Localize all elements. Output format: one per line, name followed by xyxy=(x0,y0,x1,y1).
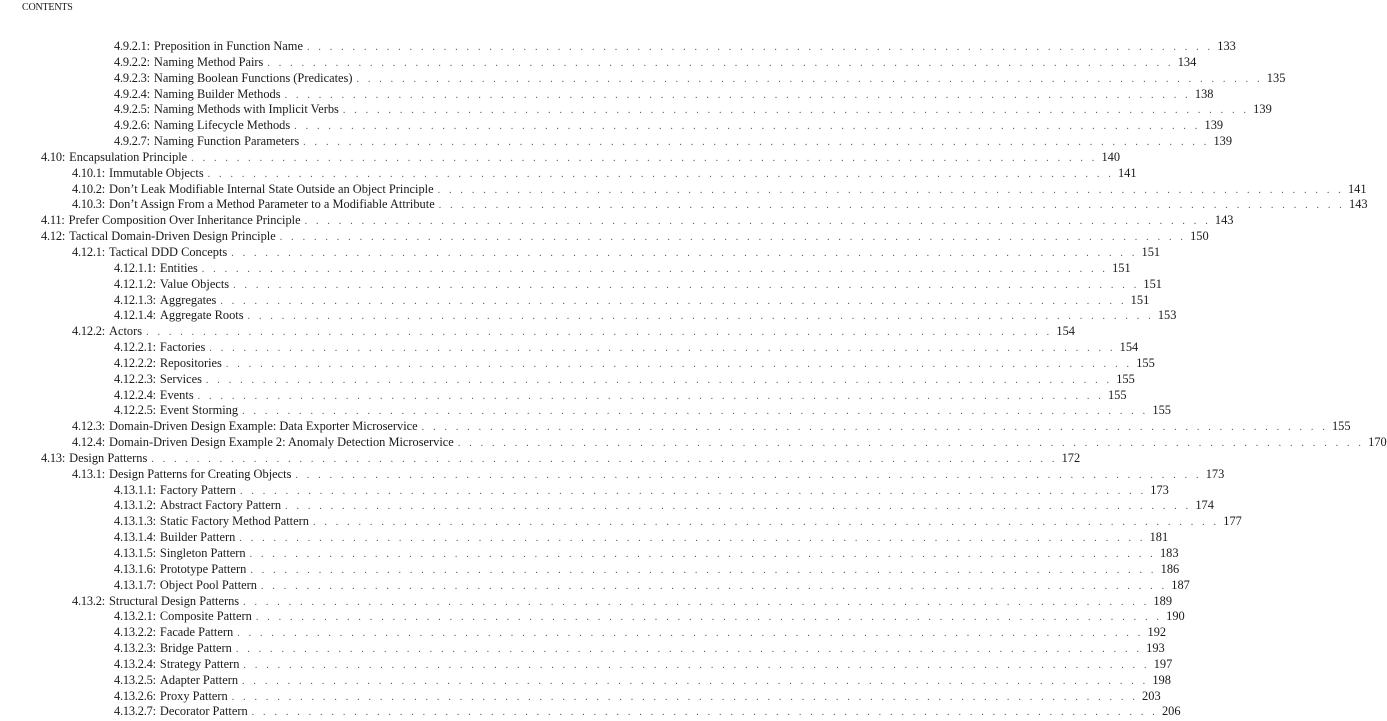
toc-entry[interactable] xyxy=(0,54,1197,71)
toc-entry[interactable] xyxy=(0,213,1234,229)
toc-entry-title[interactable]: Repositories xyxy=(159,355,222,370)
toc-entry-page[interactable]: 186 xyxy=(1160,561,1180,576)
toc-entry-page[interactable]: 193 xyxy=(1146,641,1165,656)
toc-entry[interactable] xyxy=(0,450,1081,467)
toc-entry-title[interactable]: Event Storming xyxy=(159,403,239,418)
toc-entry-title[interactable]: Design Patterns xyxy=(69,450,148,465)
dot-leader: . . . . . . . . . . . . . . . . . . . . . . . . . . . . . . . . . . . . . . . . . . . . . . . . . . . . . . . . . . . . . . . . . . . . . . . . . . . . . . . . xyxy=(235,644,1143,656)
toc-entry-page[interactable]: 139 xyxy=(1213,134,1233,149)
dot-leader: . . . . . . . . . . . . . . . . . . . . . . . . . . . . . . . . . . . . . . . . . . . . . . . . . . . . . . . . . . . . . . . . . . . . . . . . . . . . . . . . xyxy=(225,358,1133,370)
toc-entry-title[interactable]: Naming Boolean Functions (Predicates) xyxy=(153,70,353,85)
dot-leader: . . . . . . . . . . . . . . . . . . . . . . . . . . . . . . . . . . . . . . . . . . . . . . . . . . . . . . . . . . . . . . . . . . . . . . . . . . . . . . . . xyxy=(421,422,1328,434)
toc-entry-number: 4.12.2.2: xyxy=(114,355,156,370)
dot-leader: . . . . . . . . . . . . . . . . . . . . . . . . . . . . . . . . . . . . . . . . . . . . . . . . . . . . . . . . . . . . . . . . . . . . . . . . . . . . . . . . xyxy=(306,42,1214,53)
toc-entry-number: 4.13.1.7: xyxy=(114,577,156,592)
toc-entry-title[interactable]: Aggregates xyxy=(159,292,217,307)
dot-leader: . . . . . . . . . . . . . . . . . . . . . . . . . . . . . . . . . . . . . . . . . . . . . . . . . . . . . . . . . . . . . . . . . . . . . . . . . . . . . . . . xyxy=(243,596,1150,608)
dot-leader: . . . . . . . . . . . . . . . . . . . . . . . . . . . . . . . . . . . . . . . . . . . . . . . . . . . . . . . . . . . . . . . . . . . . . . . . . . . . . . . . xyxy=(249,549,1156,560)
toc-entry-page[interactable]: 206 xyxy=(1161,704,1181,719)
dot-leader: . . . . . . . . . . . . . . . . . . . . . . . . . . . . . . . . . . . . . . . . . . . . . . . . . . . . . . . . . . . . . . . . . . . . . . . . . . . . . . . . xyxy=(207,168,1114,180)
toc-entry-title[interactable]: Bridge Pattern xyxy=(159,641,232,656)
toc-entry-title[interactable]: Don’t Leak Modifiable Internal State Outside an Object Principle xyxy=(109,181,434,196)
toc-entry-title[interactable]: Prototype Pattern xyxy=(159,561,247,576)
toc-entry-number: 4.9.2.5: xyxy=(114,102,150,117)
toc-entry-number: 4.13.2.2: xyxy=(114,625,156,640)
toc-entry-title[interactable]: Events xyxy=(159,387,194,402)
toc-entry-page[interactable]: 177 xyxy=(1223,514,1242,529)
toc-entry-title[interactable]: Singleton Pattern xyxy=(159,546,246,560)
toc-entry-number: 4.12.3: xyxy=(72,419,106,434)
toc-entry[interactable] xyxy=(0,656,1173,673)
toc-entry-title[interactable]: Actors xyxy=(109,324,143,339)
toc-entry[interactable] xyxy=(0,308,1177,324)
toc-entry-number: 4.13.2.3: xyxy=(114,641,156,656)
toc-entry[interactable] xyxy=(0,561,1180,578)
toc-entry[interactable] xyxy=(0,546,1179,562)
toc-entry-title[interactable]: Strategy Pattern xyxy=(159,656,240,671)
dot-leader: . . . . . . . . . . . . . . . . . . . . . . . . . . . . . . . . . . . . . . . . . . . . . . . . . . . . . . . . . . . . . . . . . . . . . . . . . . . . . . . . xyxy=(243,659,1150,671)
toc-entry-number: 4.13.2.1: xyxy=(114,609,156,624)
toc-entry[interactable] xyxy=(0,514,1242,530)
dot-leader: . . . . . . . . . . . . . . . . . . . . . . . . . . . . . . . . . . . . . . . . . . . . . . . . . . . . . . . . . . . . . . . . . . . . . . . . . . . . . . . . xyxy=(260,580,1168,592)
toc-entry-title[interactable]: Decorator Pattern xyxy=(159,704,248,719)
dot-leader: . . . . . . . . . . . . . . . . . . . . . . . . . . . . . . . . . . . . . . . . . . . . . . . . . . . . . . . . . . . . . . . . . . . . . . . . . . . . . . . . xyxy=(457,438,1365,450)
toc-entry-page[interactable]: 198 xyxy=(1152,672,1171,687)
dot-leader: . . . . . . . . . . . . . . . . . . . . . . . . . . . . . . . . . . . . . . . . . . . . . . . . . . . . . . . . . . . . . . . . . . . . . . . . . . . . . . . . xyxy=(239,485,1147,497)
toc-entry[interactable] xyxy=(0,466,1225,483)
toc-entry-number: 4.12.1: xyxy=(72,244,106,259)
toc-entry-page[interactable]: 173 xyxy=(1150,482,1169,497)
dot-leader: . . . . . . . . . . . . . . . . . . . . . . . . . . . . . . . . . . . . . . . . . . . . . . . . . . . . . . . . . . . . . . . . . . . . . . . . . . . . . . . . xyxy=(242,675,1149,687)
toc-entry-page[interactable]: 190 xyxy=(1166,609,1185,624)
toc-entry-page[interactable]: 172 xyxy=(1061,450,1081,465)
toc-entry-page[interactable]: 192 xyxy=(1147,625,1167,640)
table-of-contents xyxy=(0,39,1387,720)
toc-entry-page[interactable]: 197 xyxy=(1153,656,1173,671)
toc-entry-page[interactable]: 143 xyxy=(1349,197,1368,212)
toc-entry-number: 4.12.2.5: xyxy=(114,403,156,418)
dot-leader: . . . . . . . . . . . . . . . . . . . . . . . . . . . . . . . . . . . . . . . . . . . . . . . . . . . . . . . . . . . . . . . . . . . . . . . . . . . . . . . . xyxy=(304,216,1211,228)
toc-entry-page[interactable]: 150 xyxy=(1190,229,1209,244)
toc-entry-title[interactable]: Value Objects xyxy=(159,276,230,291)
toc-entry-number: 4.12.2.3: xyxy=(114,371,156,386)
toc-entry-page[interactable]: 155 xyxy=(1116,371,1135,386)
toc-entry-title[interactable]: Immutable Objects xyxy=(109,165,204,180)
toc-entry-title[interactable]: Don’t Assign From a Method Parameter to a Modifiable Attribute xyxy=(109,197,435,212)
toc-entry[interactable] xyxy=(0,181,1367,198)
dot-leader: . . . . . . . . . . . . . . . . . . . . . . . . . . . . . . . . . . . . . . . . . . . . . . . . . . . . . . . . . . . . . . . . . . . . . . . . . . . . . . . . xyxy=(250,564,1157,576)
toc-entry-page[interactable]: 203 xyxy=(1142,688,1161,703)
toc-entry-number: 4.12.1.4: xyxy=(114,308,156,323)
toc-entry-page[interactable]: 173 xyxy=(1205,466,1225,481)
toc-entry-number: 4.10.3: xyxy=(72,197,106,212)
dot-leader: . . . . . . . . . . . . . . . . . . . . . . . . . . . . . . . . . . . . . . . . . . . . . . . . . . . . . . . . . . . . . . . . . . . . . . . . . . . . . . . . xyxy=(285,501,1192,513)
toc-entry-number: 4.12.1.3: xyxy=(114,292,156,307)
dot-leader: . . . . . . . . . . . . . . . . . . . . . . . . . . . . . . . . . . . . . . . . . . . . . . . . . . . . . . . . . . . . . . . . . . . . . . . . . . . . . . . . xyxy=(255,612,1163,624)
toc-entry[interactable] xyxy=(0,672,1171,689)
toc-entry[interactable] xyxy=(0,688,1161,705)
toc-entry-number: 4.12.4: xyxy=(72,435,106,450)
dot-leader: . . . . . . . . . . . . . . . . . . . . . . . . . . . . . . . . . . . . . . . . . . . . . . . . . . . . . . . . . . . . . . . . . . . . . . . . . . . . . . . . xyxy=(233,279,1140,291)
toc-entry[interactable] xyxy=(0,482,1169,499)
toc-entry-title[interactable]: Builder Pattern xyxy=(159,530,236,545)
toc-entry-number: 4.9.2.7: xyxy=(114,134,150,149)
dot-leader: . . . . . . . . . . . . . . . . . . . . . . . . . . . . . . . . . . . . . . . . . . . . . . . . . . . . . . . . . . . . . . . . . . . . . . . . . . . . . . . . xyxy=(247,311,1154,323)
dot-leader: . . . . . . . . . . . . . . . . . . . . . . . . . . . . . . . . . . . . . . . . . . . . . . . . . . . . . . . . . . . . . . . . . . . . . . . . . . . . . . . . xyxy=(209,343,1116,355)
toc-entry-page[interactable]: 133 xyxy=(1217,39,1236,53)
toc-entry-page[interactable]: 155 xyxy=(1136,355,1155,370)
dot-leader: . . . . . . . . . . . . . . . . . . . . . . . . . . . . . . . . . . . . . . . . . . . . . . . . . . . . . . . . . . . . . . . . . . . . . . . . . . . . . . . . xyxy=(201,263,1109,275)
toc-entry-title[interactable]: Services xyxy=(159,371,202,386)
toc-entry-page[interactable]: 151 xyxy=(1143,276,1162,291)
toc-entry-title[interactable]: Design Patterns for Creating Objects xyxy=(109,466,292,481)
toc-entry-title[interactable]: Composite Pattern xyxy=(159,609,252,624)
toc-entry[interactable] xyxy=(0,577,1190,594)
toc-entry[interactable] xyxy=(0,260,1131,277)
running-header: CONTENTS xyxy=(22,2,73,13)
toc-entry[interactable] xyxy=(0,641,1165,657)
toc-entry[interactable] xyxy=(0,229,1209,245)
toc-entry-title[interactable]: Tactical DDD Concepts xyxy=(109,244,228,259)
toc-entry-title[interactable]: Facade Pattern xyxy=(159,625,234,640)
toc-entry-page[interactable]: 174 xyxy=(1195,498,1214,513)
toc-entry[interactable] xyxy=(0,419,1351,435)
toc-entry[interactable] xyxy=(0,102,1272,118)
toc-entry-title[interactable]: Naming Lifecycle Methods xyxy=(153,118,291,133)
dot-leader: . . . . . . . . . . . . . . . . . . . . . . . . . . . . . . . . . . . . . . . . . . . . . . . . . . . . . . . . . . . . . . . . . . . . . . . . . . . . . . . . xyxy=(237,628,1144,640)
toc-entry-page[interactable]: 151 xyxy=(1112,260,1131,275)
toc-entry-title[interactable]: Naming Builder Methods xyxy=(153,86,281,101)
dot-leader: . . . . . . . . . . . . . . . . . . . . . . . . . . . . . . . . . . . . . . . . . . . . . . . . . . . . . . . . . . . . . . . . . . . . . . . . . . . . . . . . xyxy=(279,232,1187,244)
toc-entry-number: 4.10.1: xyxy=(72,165,106,180)
toc-entry-title[interactable]: Naming Method Pairs xyxy=(153,54,264,69)
toc-entry-page[interactable]: 181 xyxy=(1149,530,1169,545)
toc-entry-page[interactable]: 139 xyxy=(1204,118,1224,133)
toc-entry-number: 4.13.2.6: xyxy=(114,688,156,703)
toc-entry-number: 4.9.2.6: xyxy=(114,118,150,133)
toc-entry-number: 4.13.2.5: xyxy=(114,672,156,687)
dot-leader: . . . . . . . . . . . . . . . . . . . . . . . . . . . . . . . . . . . . . . . . . . . . . . . . . . . . . . . . . . . . . . . . . . . . . . . . . . . . . . . . xyxy=(146,327,1053,339)
toc-entry-title[interactable]: Prefer Composition Over Inheritance Principle xyxy=(68,213,301,228)
dot-leader: . . . . . . . . . . . . . . . . . . . . . . . . . . . . . . . . . . . . . . . . . . . . . . . . . . . . . . . . . . . . . . . . . . . . . . . . . . . . . . . . xyxy=(295,469,1202,481)
dot-leader: . . . . . . . . . . . . . . . . . . . . . . . . . . . . . . . . . . . . . . . . . . . . . . . . . . . . . . . . . . . . . . . . . . . . . . . . . . . . . . . . xyxy=(356,73,1263,85)
toc-entry[interactable] xyxy=(0,530,1169,546)
toc-entry[interactable] xyxy=(0,292,1150,309)
toc-entry-number: 4.13.2: xyxy=(72,593,106,608)
toc-entry-number: 4.9.2.2: xyxy=(114,54,150,69)
toc-entry-page[interactable]: 141 xyxy=(1117,165,1137,180)
toc-entry-title[interactable]: Entities xyxy=(159,260,198,275)
toc-entry-page[interactable]: 135 xyxy=(1266,70,1286,85)
toc-entry[interactable] xyxy=(0,340,1139,356)
toc-entry-number: 4.9.2.4: xyxy=(114,86,150,101)
dot-leader: . . . . . . . . . . . . . . . . . . . . . . . . . . . . . . . . . . . . . . . . . . . . . . . . . . . . . . . . . . . . . . . . . . . . . . . . . . . . . . . . xyxy=(267,57,1174,69)
toc-entry[interactable] xyxy=(0,276,1162,293)
toc-entry-title[interactable]: Naming Methods with Implicit Verbs xyxy=(153,102,339,117)
dot-leader: . . . . . . . . . . . . . . . . . . . . . . . . . . . . . . . . . . . . . . . . . . . . . . . . . . . . . . . . . . . . . . . . . . . . . . . . . . . . . . . . xyxy=(251,707,1158,719)
dot-leader: . . . . . . . . . . . . . . . . . . . . . . . . . . . . . . . . . . . . . . . . . . . . . . . . . . . . . . . . . . . . . . . . . . . . . . . . . . . . . . . . xyxy=(342,105,1250,117)
toc-entry-page[interactable]: 140 xyxy=(1101,149,1121,164)
toc-entry-number: 4.12.1.2: xyxy=(114,276,156,291)
toc-entry-page[interactable]: 154 xyxy=(1119,340,1139,355)
toc-entry-page[interactable]: 187 xyxy=(1171,577,1190,592)
toc-entry-number: 4.9.2.3: xyxy=(114,70,150,85)
toc-entry-number: 4.13.2.7: xyxy=(114,704,156,719)
toc-entry-number: 4.11: xyxy=(41,213,65,228)
toc-entry-title[interactable]: Preposition in Function Name xyxy=(153,39,303,53)
toc-entry[interactable] xyxy=(0,387,1127,404)
dot-leader: . . . . . . . . . . . . . . . . . . . . . . . . . . . . . . . . . . . . . . . . . . . . . . . . . . . . . . . . . . . . . . . . . . . . . . . . . . . . . . . . xyxy=(312,517,1220,529)
toc-entry-title[interactable]: Structural Design Patterns xyxy=(109,593,240,608)
toc-entry[interactable] xyxy=(0,625,1167,641)
toc-entry-title[interactable]: Factories xyxy=(159,340,206,355)
toc-entry-title[interactable]: Encapsulation Principle xyxy=(69,149,188,164)
dot-leader: . . . . . . . . . . . . . . . . . . . . . . . . . . . . . . . . . . . . . . . . . . . . . . . . . . . . . . . . . . . . . . . . . . . . . . . . . . . . . . . . xyxy=(151,453,1058,465)
dot-leader: . . . . . . . . . . . . . . . . . . . . . . . . . . . . . . . . . . . . . . . . . . . . . . . . . . . . . . . . . . . . . . . . . . . . . . . . . . . . . . . . xyxy=(284,89,1191,101)
toc-entry-title[interactable]: Static Factory Method Pattern xyxy=(159,514,309,529)
toc-entry-number: 4.13.1.2: xyxy=(114,498,156,513)
toc-entry[interactable] xyxy=(0,371,1135,388)
toc-entry-number: 4.10: xyxy=(41,149,66,164)
dot-leader: . . . . . . . . . . . . . . . . . . . . . . . . . . . . . . . . . . . . . . . . . . . . . . . . . . . . . . . . . . . . . . . . . . . . . . . . . . . . . . . . xyxy=(303,137,1210,149)
dot-leader: . . . . . . . . . . . . . . . . . . . . . . . . . . . . . . . . . . . . . . . . . . . . . . . . . . . . . . . . . . . . . . . . . . . . . . . . . . . . . . . . xyxy=(294,121,1201,133)
toc-entry-number: 4.12.1.1: xyxy=(114,260,156,275)
dot-leader: . . . . . . . . . . . . . . . . . . . . . . . . . . . . . . . . . . . . . . . . . . . . . . . . . . . . . . . . . . . . . . . . . . . . . . . . . . . . . . . . xyxy=(220,295,1127,307)
toc-entry[interactable] xyxy=(0,498,1214,514)
toc-entry-number: 4.10.2: xyxy=(72,181,106,196)
toc-entry[interactable] xyxy=(0,324,1075,340)
toc-entry-page[interactable]: 143 xyxy=(1214,213,1234,228)
toc-entry-title[interactable]: Abstract Factory Pattern xyxy=(159,498,282,513)
toc-entry-page[interactable]: 138 xyxy=(1194,86,1214,101)
dot-leader: . . . . . . . . . . . . . . . . . . . . . . . . . . . . . . . . . . . . . . . . . . . . . . . . . . . . . . . . . . . . . . . . . . . . . . . . . . . . . . . . xyxy=(437,184,1344,196)
toc-entry-page[interactable]: 151 xyxy=(1141,244,1161,259)
toc-entry-page[interactable]: 170 xyxy=(1368,435,1387,450)
toc-entry[interactable] xyxy=(0,118,1224,134)
dot-leader: . . . . . . . . . . . . . . . . . . . . . . . . . . . . . . . . . . . . . . . . . . . . . . . . . . . . . . . . . . . . . . . . . . . . . . . . . . . . . . . . xyxy=(231,247,1138,259)
dot-leader: . . . . . . . . . . . . . . . . . . . . . . . . . . . . . . . . . . . . . . . . . . . . . . . . . . . . . . . . . . . . . . . . . . . . . . . . . . . . . . . . xyxy=(438,200,1346,212)
toc-entry-number: 4.12.2: xyxy=(72,324,106,339)
toc-entry[interactable] xyxy=(0,355,1155,372)
toc-entry-title[interactable]: Domain-Driven Design Example 2: Anomaly Detection Microservice xyxy=(109,435,454,450)
toc-entry-number: 4.13.2.4: xyxy=(114,656,156,671)
dot-leader: . . . . . . . . . . . . . . . . . . . . . . . . . . . . . . . . . . . . . . . . . . . . . . . . . . . . . . . . . . . . . . . . . . . . . . . . . . . . . . . . xyxy=(197,390,1104,402)
toc-entry[interactable] xyxy=(0,609,1185,625)
toc-entry[interactable] xyxy=(0,165,1137,182)
toc-entry[interactable] xyxy=(0,86,1214,103)
dot-leader: . . . . . . . . . . . . . . . . . . . . . . . . . . . . . . . . . . . . . . . . . . . . . . . . . . . . . . . . . . . . . . . . . . . . . . . . . . . . . . . . xyxy=(242,406,1149,418)
toc-entry-page[interactable]: 189 xyxy=(1153,593,1173,608)
toc-entry-title[interactable]: Object Pool Pattern xyxy=(159,577,257,592)
toc-entry-page[interactable]: 141 xyxy=(1347,181,1367,196)
dot-leader: . . . . . . . . . . . . . . . . . . . . . . . . . . . . . . . . . . . . . . . . . . . . . . . . . . . . . . . . . . . . . . . . . . . . . . . . . . . . . . . . xyxy=(205,374,1113,386)
toc-entry-title[interactable]: Tactical Domain-Driven Design Principle xyxy=(69,229,276,244)
toc-entry[interactable] xyxy=(0,149,1121,166)
toc-entry-title[interactable]: Aggregate Roots xyxy=(159,308,244,323)
toc-entry[interactable] xyxy=(0,197,1368,213)
toc-entry[interactable] xyxy=(0,435,1387,451)
dot-leader: . . . . . . . . . . . . . . . . . . . . . . . . . . . . . . . . . . . . . . . . . . . . . . . . . . . . . . . . . . . . . . . . . . . . . . . . . . . . . . . . xyxy=(191,152,1098,164)
toc-entry[interactable] xyxy=(0,244,1161,261)
toc-entry-number: 4.13.1.1: xyxy=(114,482,156,497)
toc-entry-page[interactable]: 139 xyxy=(1253,102,1272,117)
toc-entry-number: 4.12.2.1: xyxy=(114,340,156,355)
toc-entry-number: 4.13.1.6: xyxy=(114,561,156,576)
toc-entry-number: 4.13: xyxy=(41,450,66,465)
toc-entry-page[interactable]: 155 xyxy=(1107,387,1127,402)
toc-entry-page[interactable]: 155 xyxy=(1331,419,1351,434)
toc-entry-number: 4.9.2.1: xyxy=(114,39,150,53)
toc-entry-page[interactable]: 155 xyxy=(1152,403,1171,418)
toc-entry-number: 4.12: xyxy=(41,229,66,244)
toc-entry[interactable] xyxy=(0,134,1233,150)
toc-entry[interactable] xyxy=(0,403,1171,419)
dot-leader: . . . . . . . . . . . . . . . . . . . . . . . . . . . . . . . . . . . . . . . . . . . . . . . . . . . . . . . . . . . . . . . . . . . . . . . . . . . . . . . . xyxy=(231,691,1139,703)
toc-entry[interactable] xyxy=(0,704,1181,720)
toc-entry-page[interactable]: 153 xyxy=(1157,308,1177,323)
toc-entry-title[interactable]: Adapter Pattern xyxy=(159,672,239,687)
toc-entry-page[interactable]: 154 xyxy=(1056,324,1075,339)
toc-entry-title[interactable]: Domain-Driven Design Example: Data Exporter Microservice xyxy=(109,419,418,434)
toc-entry-page[interactable]: 183 xyxy=(1159,546,1179,560)
toc-entry-page[interactable]: 151 xyxy=(1130,292,1150,307)
toc-entry-title[interactable]: Proxy Pattern xyxy=(159,688,228,703)
toc-entry-title[interactable]: Naming Function Parameters xyxy=(153,134,300,149)
toc-entry[interactable] xyxy=(0,593,1173,610)
toc-entry-page[interactable]: 134 xyxy=(1177,54,1197,69)
toc-entry[interactable] xyxy=(0,70,1286,87)
dot-leader: . . . . . . . . . . . . . . . . . . . . . . . . . . . . . . . . . . . . . . . . . . . . . . . . . . . . . . . . . . . . . . . . . . . . . . . . . . . . . . . . xyxy=(239,533,1146,545)
toc-entry-title[interactable]: Factory Pattern xyxy=(159,482,236,497)
toc-entry-number: 4.13.1.5: xyxy=(114,546,156,560)
toc-entry-number: 4.12.2.4: xyxy=(114,387,156,402)
toc-entry-number: 4.13.1: xyxy=(72,466,106,481)
toc-entry[interactable] xyxy=(0,39,1236,55)
toc-entry-number: 4.13.1.3: xyxy=(114,514,156,529)
toc-entry-number: 4.13.1.4: xyxy=(114,530,156,545)
